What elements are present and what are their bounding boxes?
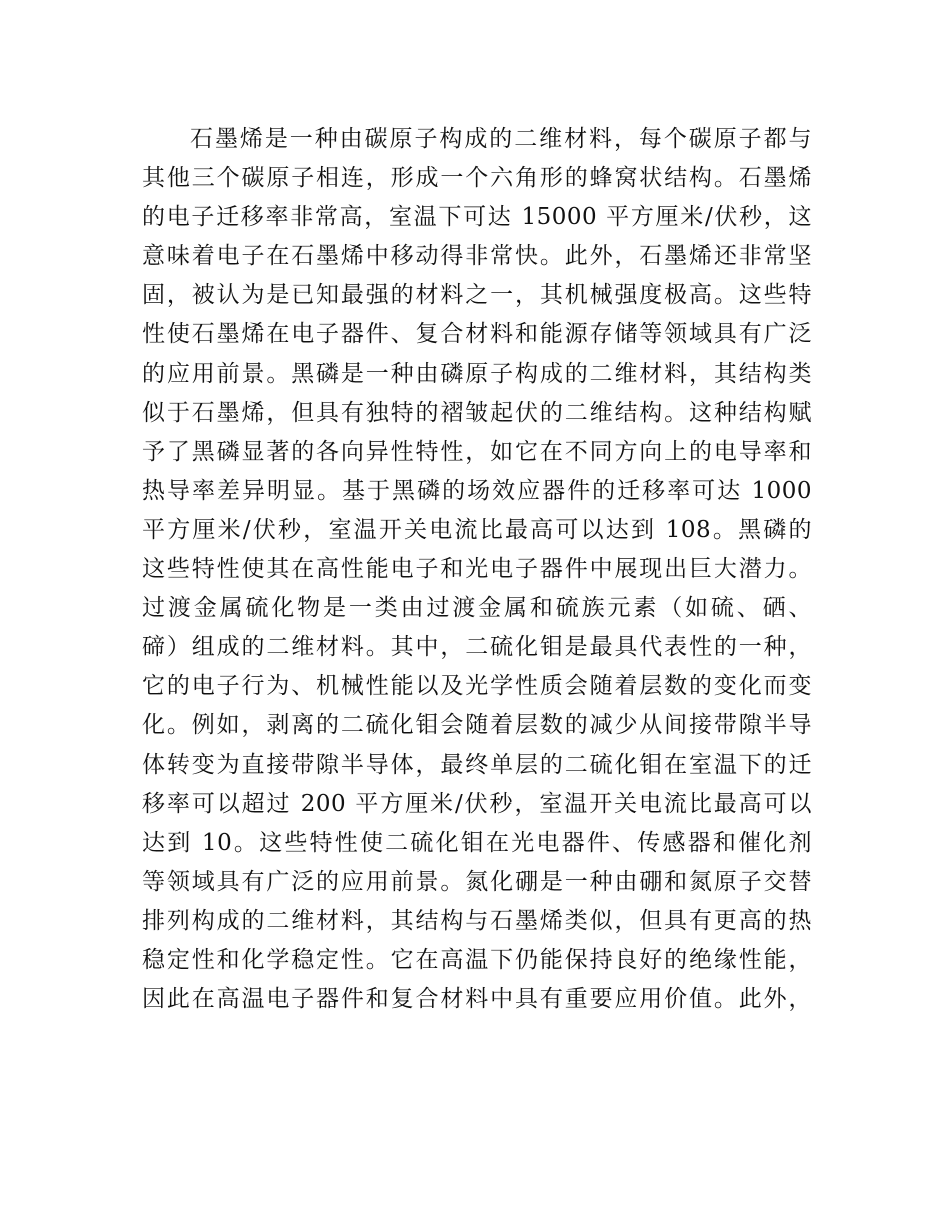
text-line-15: 它的电子行为、机械性能以及光学性质会随着层数的变化而变 <box>142 673 812 700</box>
text-line-10: 热导率差异明显。基于黑磷的场效应器件的迁移率可达 1000 <box>142 477 812 504</box>
text-line-6: 性使石墨烯在电子器件、复合材料和能源存储等领域具有广泛 <box>142 321 812 348</box>
text-line-4: 意味着电子在石墨烯中移动得非常快。此外，石墨烯还非常坚 <box>142 243 812 270</box>
text-line-12: 这些特性使其在高性能电子和光电子器件中展现出巨大潜力。 <box>142 556 812 583</box>
text-line-11: 平方厘米/伏秒，室温开关电流比最高可以达到 108。黑磷的 <box>142 516 812 543</box>
text-line-9: 予了黑磷显著的各向异性特性，如它在不同方向上的电导率和 <box>142 438 812 465</box>
text-line-8: 似于石墨烯，但具有独特的褶皱起伏的二维结构。这种结构赋 <box>142 399 812 426</box>
text-line-5: 固，被认为是已知最强的材料之一，其机械强度极高。这些特 <box>142 282 812 309</box>
text-line-7: 的应用前景。黑磷是一种由磷原子构成的二维材料，其结构类 <box>142 360 812 387</box>
text-line-14: 碲）组成的二维材料。其中，二硫化钼是最具代表性的一种， <box>142 634 812 661</box>
text-line-23: 因此在高温电子器件和复合材料中具有重要应用价值。此外， <box>142 986 812 1013</box>
text-line-21: 排列构成的二维材料，其结构与石墨烯类似，但具有更高的热 <box>142 907 812 934</box>
text-line-22: 稳定性和化学稳定性。它在高温下仍能保持良好的绝缘性能， <box>142 946 812 973</box>
text-line-17: 体转变为直接带隙半导体，最终单层的二硫化钼在室温下的迁 <box>142 751 812 778</box>
body-paragraph <box>142 120 812 1019</box>
text-line-16: 化。例如，剥离的二硫化钼会随着层数的减少从间接带隙半导 <box>142 712 812 739</box>
text-line-2: 其他三个碳原子相连，形成一个六角形的蜂窝状结构。石墨烯 <box>142 165 812 192</box>
text-line-18: 移率可以超过 200 平方厘米/伏秒，室温开关电流比最高可以 <box>142 790 812 817</box>
text-line-1: 石墨烯是一种由碳原子构成的二维材料，每个碳原子都与 <box>190 126 812 152</box>
text-line-19: 达到 10。这些特性使二硫化钼在光电器件、传感器和催化剂 <box>142 829 812 856</box>
text-line-3: 的电子迁移率非常高，室温下可达 15000 平方厘米/伏秒，这 <box>142 204 812 231</box>
text-line-13: 过渡金属硫化物是一类由过渡金属和硫族元素（如硫、硒、 <box>142 595 812 622</box>
text-line-20: 等领域具有广泛的应用前景。氮化硼是一种由硼和氮原子交替 <box>142 868 812 895</box>
